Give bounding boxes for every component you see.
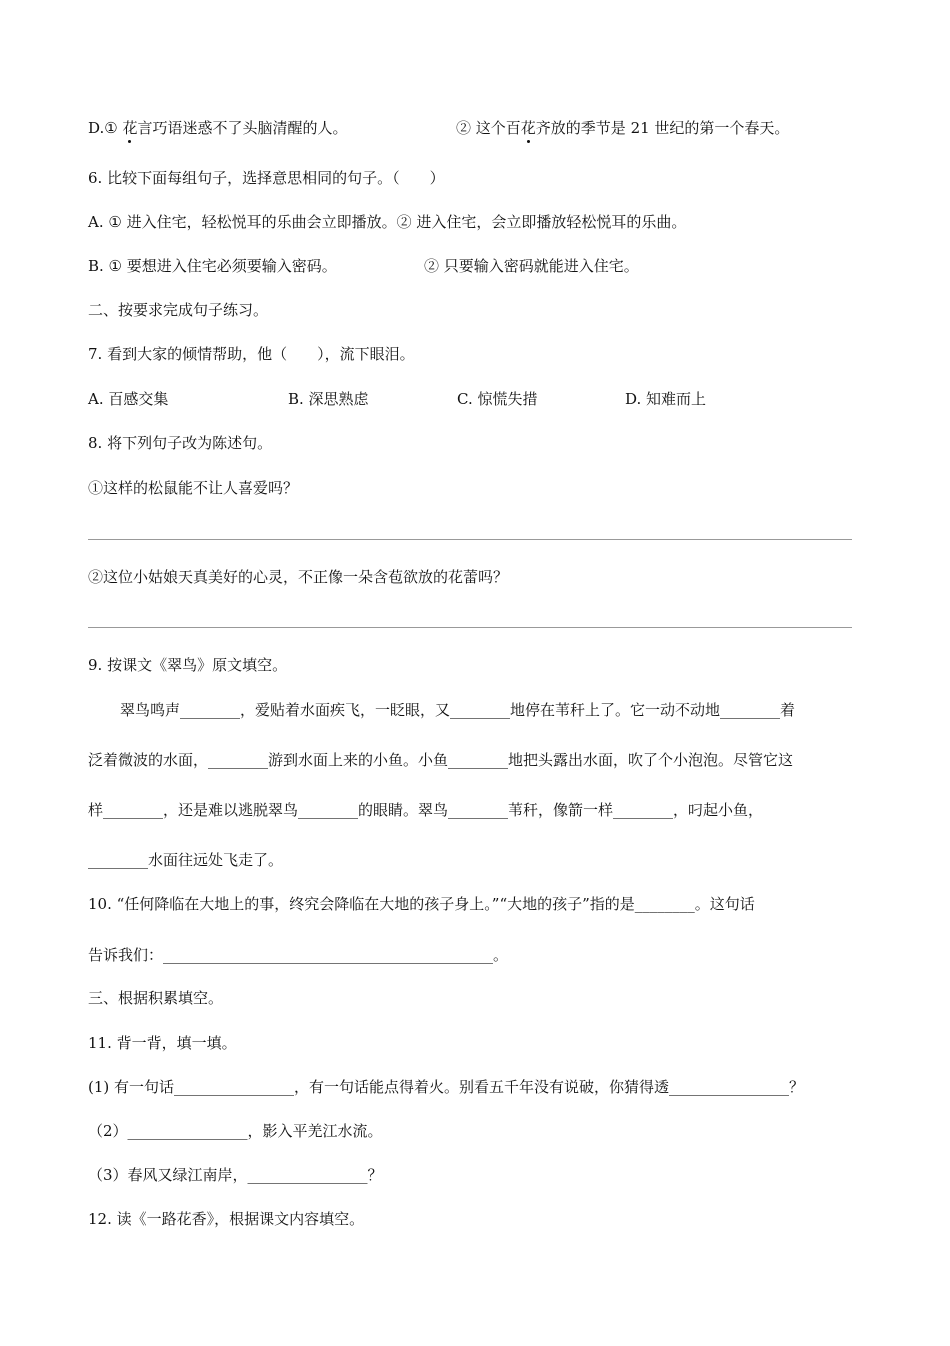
q8-stem: 8. 将下列句子改为陈述句。 [88, 434, 273, 452]
q5-option-d-left-emphasis: 花 [122, 119, 138, 137]
section-2-title: 二、按要求完成句子练习。 [88, 301, 269, 319]
q11-item-1: (1) 有一句话________________，有一句话能点得着火。别看五千年没有说破，你猜得透________________？ [88, 1078, 805, 1096]
q5-option-d [88, 118, 348, 138]
q9-passage-line-4: ________水面往远处飞走了。 [88, 851, 284, 869]
q5-option-d-left-prefix: D.① [88, 119, 123, 137]
q8-sentence-2: ②这位小姑娘天真美好的心灵，不正像一朵含苞欲放的花蕾吗？ [88, 568, 509, 586]
q6-option-a: A. ① 进入住宅，轻松悦耳的乐曲会立即播放。② 进入住宅，会立即播放轻松悦耳的乐曲。 [88, 213, 687, 231]
q6-stem: 6. 比较下面每组句子，选择意思相同的句子。（ ） [88, 169, 445, 187]
q9-stem: 9. 按课文《翠鸟》原文填空。 [88, 656, 288, 674]
q7-option-a: A. 百感交集 [88, 390, 169, 408]
q10-line-1: 10. “任何降临在大地上的事，终究会降临在大地的孩子身上。”“大地的孩子”指的是________。这句话 [88, 895, 755, 913]
q9-passage-line-2: 泛着微波的水面，________游到水面上来的小鱼。小鱼________地把头露出水面，吹了个小泡泡。尽管它这 [88, 751, 794, 769]
q11-item-3: （3）春风又绿江南岸，________________？ [88, 1166, 383, 1184]
q8-answer-line-2[interactable] [88, 627, 852, 628]
q11-stem: 11. 背一背，填一填。 [88, 1034, 237, 1052]
q7-option-c: C. 惊慌失措 [457, 390, 538, 408]
q6-option-b-right: ② 只要输入密码就能进入住宅。 [424, 257, 639, 275]
q9-passage-line-1: 翠鸟鸣声________，爱贴着水面疾飞，一眨眼，又________地停在苇秆上了。它一动不动地________着 [120, 701, 796, 719]
q8-sentence-1: ①这样的松鼠能不让人喜爱吗？ [88, 479, 299, 497]
q12-stem: 12. 读《一路花香》，根据课文内容填空。 [88, 1210, 365, 1228]
q9-passage-line-3: 样________，还是难以逃脱翠鸟________的眼睛。翠鸟________苇秆，像箭一样________，叼起小鱼， [88, 801, 764, 819]
q7-option-b: B. 深思熟虑 [288, 390, 369, 408]
q6-option-b-left: B. ① 要想进入住宅必须要输入密码。 [88, 257, 337, 275]
q5-option-d-right-prefix: ② 这个百 [456, 119, 521, 137]
q7-option-d: D. 知难而上 [625, 390, 707, 408]
q11-item-2: （2）________________，影入平羌江水流。 [88, 1122, 383, 1140]
q5-option-d-right-emphasis: 花 [520, 119, 536, 137]
q10-line-2: 告诉我们：____________________________________________。 [88, 946, 509, 964]
q5-option-d-left-text: 言巧语迷惑不了头脑清醒的人。 [137, 119, 348, 137]
section-3-title: 三、根据积累填空。 [88, 989, 224, 1007]
q5-option-d-right [456, 118, 789, 138]
q8-answer-line-1[interactable] [88, 539, 852, 540]
q7-stem: 7. 看到大家的倾情帮助，他（ ），流下眼泪。 [88, 345, 415, 363]
q5-option-d-right-text: 齐放的季节是 21 世纪的第一个春天。 [535, 119, 790, 137]
